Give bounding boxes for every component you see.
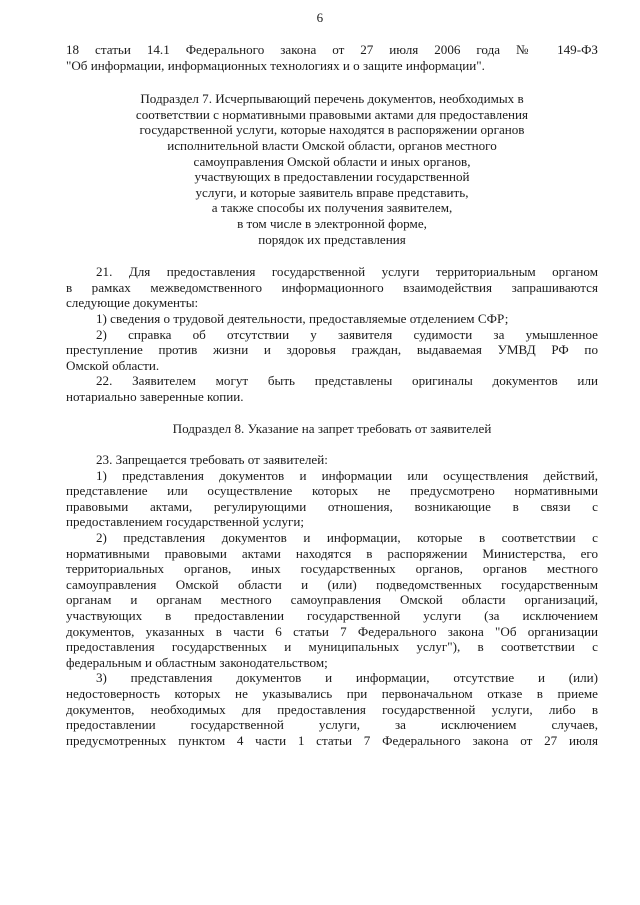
paragraph-22 [66,373,598,404]
heading-line: в том числе в электронной форме, [237,215,427,231]
text-line: недостоверность которых не указывались при первоначальном отказе в приеме [66,685,598,701]
text-line: представление или осуществление которых не предусмотрено нормативными [66,483,598,499]
text-line: участвующих в предоставлении государственной услуги (за исключением [66,608,598,623]
text-line: преступление против жизни и здоровья граждан, выдаваемая УМВД РФ по [66,342,598,358]
text-line: Омской области. [66,357,160,373]
text-line: 2) представления документов и информации, которые в соответствии с [96,530,598,546]
heading-line: государственной услуги, которые находятся в распоряжении органов [139,122,525,138]
list-item: 1) сведения о трудовой деятельности, предоставляемые отделением СФР; [96,310,509,326]
subsection-7-heading [66,91,598,247]
page-number: 6 [316,10,324,25]
document-body [66,42,598,748]
text-line: самоуправления Омской области и (или) подведомственных государственным [66,576,598,592]
heading-line: соответствии с нормативными правовыми актами для предоставления [135,106,529,122]
text-line: предоставления государственных и муниципальных услуг"), в соответствии с [66,639,598,655]
text-line: предоставлении государственной услуги, за исключением случаев, [66,717,598,733]
text-line: федеральным и областным законодательством; [66,654,328,670]
subsection-8-heading [66,421,598,437]
text-line: нотариально заверенные копии. [66,388,244,404]
text-line: в рамках межведомственного информационного взаимодействия запрашиваются [66,279,598,295]
intro-paragraph [66,42,598,73]
text-line: органам и органам местного самоуправления Омской области организаций, [66,592,598,608]
text-line: документов, указанных в части 6 статьи 7 Федерального закона "Об организации [66,623,598,639]
heading-line: Подраздел 8. Указание на запрет требовать от заявителей [172,421,492,437]
text-line: правовыми актами, регулирующими отношения, возникающие в связи с [66,498,598,514]
heading-line: услуги, и которые заявитель вправе представить, [195,184,469,200]
text-line: 21. Для предоставления государственной услуги территориальным органом [96,264,598,280]
heading-line: исполнительной власти Омской области, органов местного [167,137,497,153]
text-line: нормативными правовыми актами находятся в распоряжении Министерства, его [66,545,598,561]
text-line: "Об информации, информационных технологиях и о защите информации". [66,57,485,73]
spacer [66,247,598,264]
text-line: документов, необходимых для предоставления государственной услуги, либо в [66,701,598,717]
text-line: 22. Заявителем могут быть представлены оригиналы документов или [96,373,598,389]
paragraph-21 [66,264,598,373]
text-line: 3) представления документов и информации, отсутствие и (или) [96,670,598,686]
text-line: 23. Запрещается требовать от заявителей: [96,452,328,468]
heading-line: самоуправления Омской области и иных органов, [193,153,471,169]
heading-line: участвующих в предоставлении государственной [194,169,470,185]
text-line: следующие документы: [66,295,199,311]
text-line: предусмотренных пунктом 4 части 1 статьи 7 Федерального закона от 27 июля [66,732,598,748]
text-line: предоставлением государственной услуги; [66,514,305,530]
heading-line: а также способы их получения заявителем, [211,200,453,216]
heading-line: Подраздел 7. Исчерпывающий перечень документов, необходимых в [140,91,524,107]
paragraph-23 [66,452,598,748]
heading-line: порядок их представления [258,231,406,247]
text-line: 2) справка об отсутствии у заявителя судимости за умышленное [96,326,598,342]
text-line: территориальных органов, иных государственных органов, органов местного [66,561,598,577]
text-line: 18 статьи 14.1 Федерального закона от 27 июля 2006 года № 149-ФЗ [66,42,598,57]
text-line: 1) представления документов и информации или осуществления действий, [96,467,598,483]
